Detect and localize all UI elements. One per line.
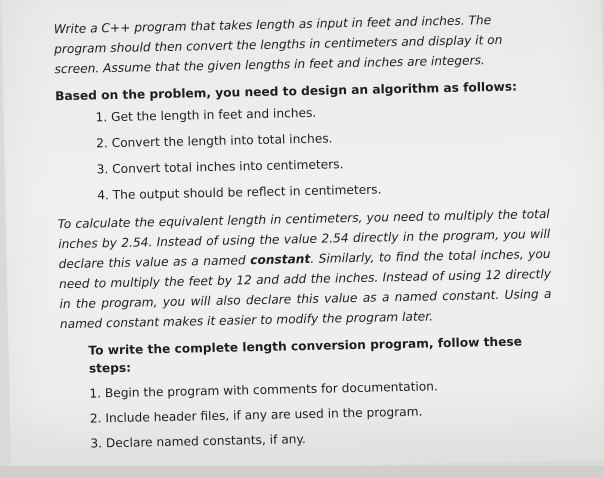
algorithm-step: 1. Get the length in feet and inches. [95, 105, 317, 125]
explanation-text-start: To calculate the equivalent length in centimeters, you need to multiply the total inches by 2.54. Instead of using the value 2.54 directly in the program, you will declare this value as a named [57, 206, 551, 272]
algorithm-step: 2. Convert the length into total inches. [95, 131, 333, 151]
algorithm-step: 4. The output should be reflect in centimeters. [97, 182, 382, 203]
explanation-paragraph [58, 204, 552, 334]
program-steps-heading: To write the complete length conversion program, follow these steps: [88, 334, 523, 376]
page-bottom-edge [0, 466, 604, 478]
document-content [54, 9, 555, 461]
program-steps-list [61, 376, 554, 452]
constant-emphasis: constant [250, 251, 311, 268]
program-step: 3. Declare named constants, if any. [90, 432, 306, 451]
intro-paragraph: Write a C++ program that takes length as input in feet and inches. The program should then convert the lengths in centimeters and display it on screen. Assume that the given lengths in feet and inches are integers. [53, 13, 503, 77]
explanation-text-end: . Similarly, to find the total inches, you need to multiply the feet by 12 and add the inches. Instead of using 12 directly in the program, you will also declare this value as a named constant. Using a named constant makes it easier to modify the program later. [58, 246, 552, 332]
program-step: 2. Include header files, if any are used in the program. [89, 404, 423, 426]
document-page [1, 0, 604, 472]
program-step: 1. Begin the program with comments for documentation. [89, 379, 438, 401]
algorithm-step: 3. Convert total inches into centimeters. [96, 157, 344, 177]
algorithm-steps-list [55, 100, 549, 204]
algorithm-heading: Based on the problem, you need to design an algorithm as follows: [54, 79, 518, 104]
